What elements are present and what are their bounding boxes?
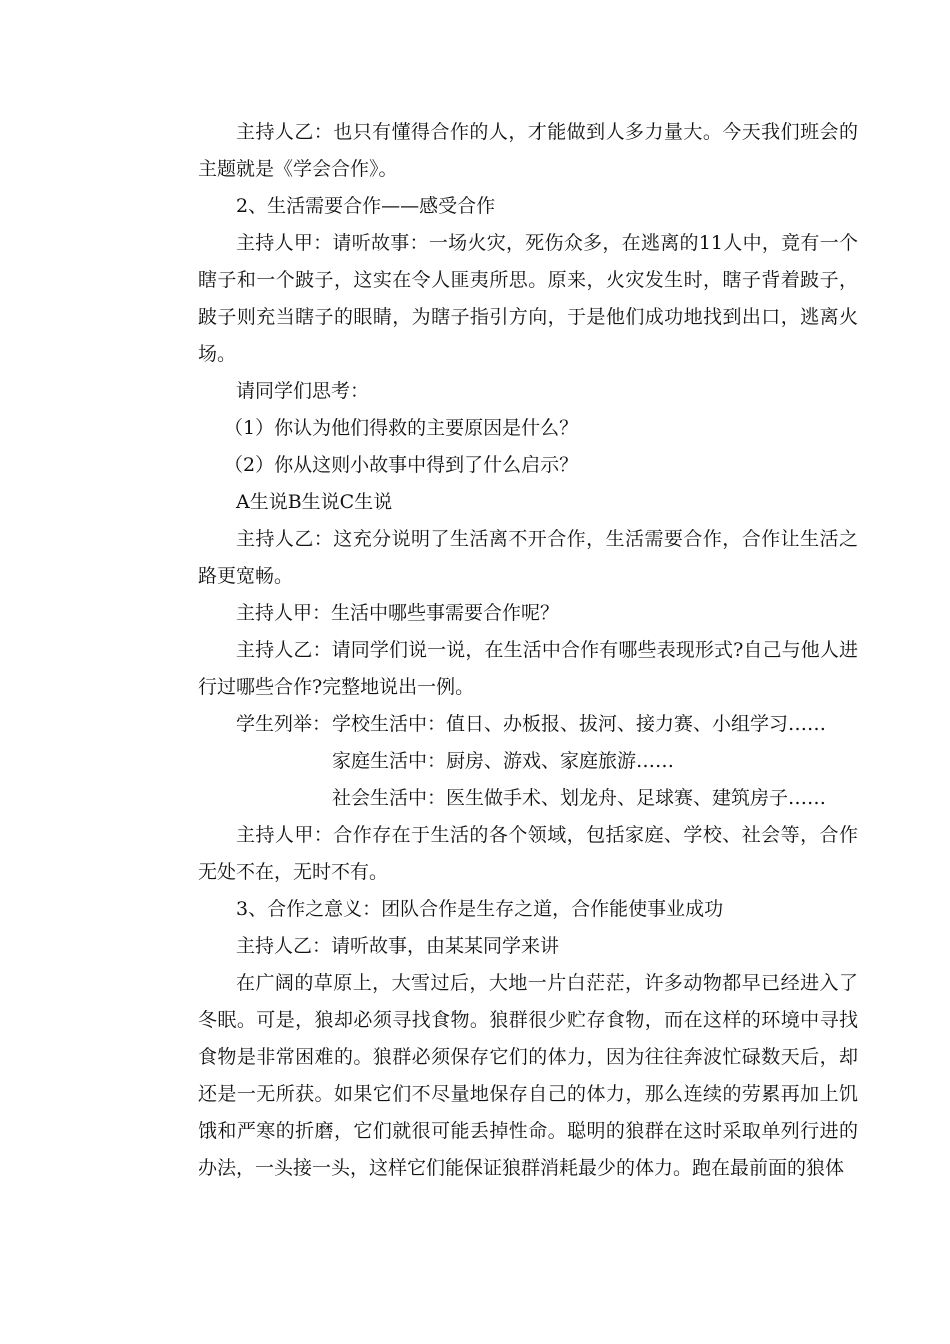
paragraph-host-a-conclusion: 主持人甲：合作存在于生活的各个领域，包括家庭、学校、社会等，合作无处不在，无时不有。 (198, 824, 858, 883)
student-list-item: 学校生活中：值日、办板报、拔河、接力赛、小组学习…… (332, 713, 827, 735)
student-list-row-3 (198, 780, 858, 817)
paragraph-think-prompt: 请同学们思考： (236, 380, 370, 402)
student-list-lead: 学生列举： (236, 713, 332, 735)
paragraph-host-b-story-intro: 主持人乙：请听故事，由某某同学来讲 (236, 935, 560, 957)
student-list-row-2 (198, 743, 858, 780)
paragraph-host-a-question: 主持人甲：生活中哪些事需要合作呢？ (236, 602, 560, 624)
paragraph-wolf-story: 在广阔的草原上，大雪过后，大地一片白茫茫，许多动物都早已经进入了冬眠。可是，狼却必须寻找食物。狼群很少贮存食物，而在这样的环境中寻找食物是非常困难的。狼群必须保存它们的体力，因为往往奔波忙碌数天后，却还是一无所获。如果它们不尽量地保存自己的体力，那么连续的劳累再加上饥饿和严寒的折磨，它们就很可能丢掉性命。聪明的狼群在这时采取单列行进的办法，一头接一头，这样它们能保证狼群消耗最少的体力。跑在最前面的狼体 (198, 972, 858, 1179)
paragraph-host-b-prompt: 主持人乙：请同学们说一说，在生活中合作有哪些表现形式?自己与他人进行过哪些合作?完整地说出一例。 (198, 639, 858, 698)
student-list-item: 家庭生活中：厨房、游戏、家庭旅游…… (332, 750, 675, 772)
section-heading-2: 2、生活需要合作——感受合作 (236, 195, 496, 217)
question-1: （1）你认为他们得救的主要原因是什么？ (224, 417, 579, 439)
paragraph-host-b-summary: 主持人乙：这充分说明了生活离不开合作，生活需要合作，合作让生活之路更宽畅。 (198, 528, 858, 587)
section-heading-3: 3、合作之意义：团队合作是生存之道，合作能使事业成功 (236, 898, 724, 920)
paragraph-host-a-story: 主持人甲：请听故事：一场火灾，死伤众多，在逃离的11人中，竟有一个瞎子和一个跛子，这实在令人匪夷所思。原来，火灾发生时，瞎子背着跛子，跛子则充当瞎子的眼睛，为瞎子指引方向，于是他们成功地找到出口，逃离火场。 (198, 232, 858, 365)
paragraph-host-b-intro: 主持人乙：也只有懂得合作的人，才能做到人多力量大。今天我们班会的主题就是《学会合作》。 (198, 121, 858, 180)
document-body (198, 114, 858, 1187)
student-list-item: 社会生活中：医生做手术、划龙舟、足球赛、建筑房子…… (332, 787, 827, 809)
student-list-row-1 (198, 706, 858, 743)
question-2: （2）你从这则小故事中得到了什么启示？ (224, 454, 579, 476)
student-responses: A生说B生说C生说 (236, 491, 393, 513)
